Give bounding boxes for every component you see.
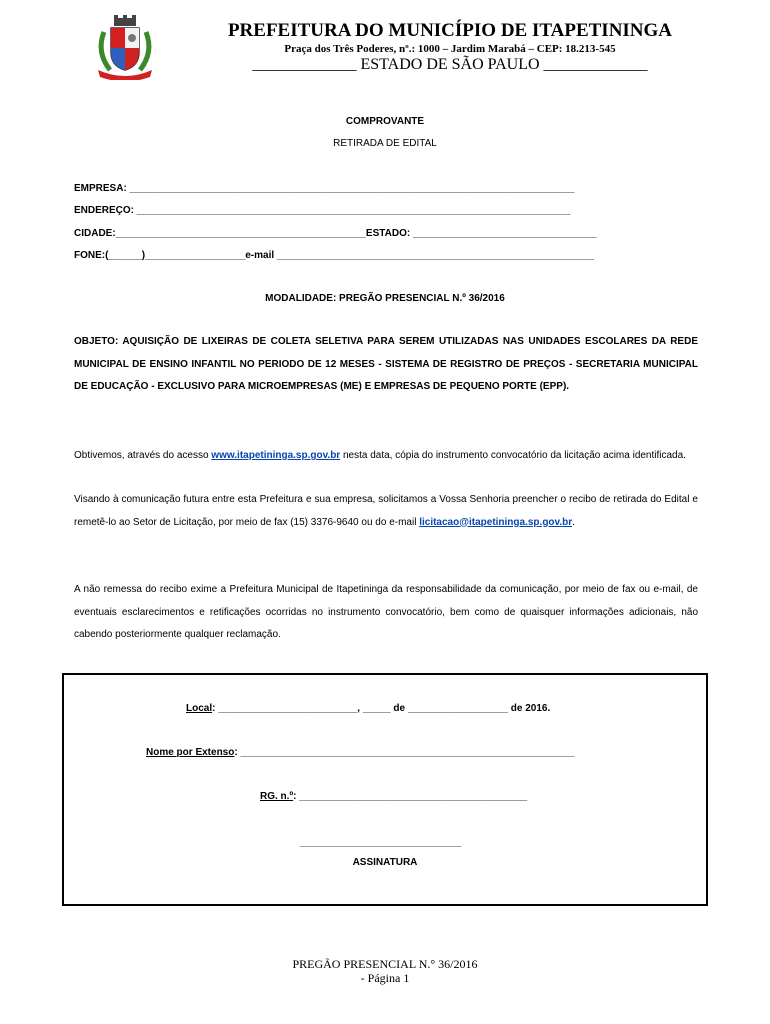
header-title: PREFEITURA DO MUNICÍPIO DE ITAPETININGA [227, 20, 673, 41]
footer-pregao: PREGÃO PRESENCIAL N.° 36/2016 [292, 957, 478, 971]
nome-rest: : ____________________________________________________________ [234, 747, 575, 758]
nome-label: Nome por Extenso [146, 747, 235, 758]
paragraph-obtivemos [74, 445, 698, 468]
form-cidade: CIDADE:_____________________________________________ESTADO: _________________________________ [74, 228, 597, 239]
local-line [186, 703, 550, 714]
footer-page: - Página 1 [360, 971, 410, 985]
local-label: Local [186, 703, 213, 714]
para1-pre: Obtivemos, através do acesso [74, 450, 212, 461]
signature-line: _____________________________ [300, 837, 462, 848]
modalidade: MODALIDADE: PREGÃO PRESENCIAL N.º 36/2016 [265, 293, 505, 304]
assinatura-label: ASSINATURA [352, 857, 418, 868]
coat-of-arms-icon [92, 14, 158, 80]
form-empresa: EMPRESA: ________________________________________________________________________________ [74, 183, 575, 194]
website-link[interactable]: www.itapetininga.sp.gov.br [211, 450, 341, 461]
doc-title-retirada: RETIRADA DE EDITAL [333, 138, 437, 149]
objeto-paragraph: OBJETO: AQUISIÇÃO DE LIXEIRAS DE COLETA SELETIVA PARA SEREM UTILIZADAS NAS UNIDADES ESCOLARES DA REDE MUNICIPAL DE ENSINO INFANTIL NO PERIODO DE 12 MESES - SISTEMA DE REGISTRO DE PREÇOS - SECRETARIA MUNICIPAL DE EDUCAÇÃO - EXCLUSIVO PARA MICROEMPRESAS (ME) E EMPRESAS DE PEQUENO PORTE (EPP). [74, 336, 698, 392]
form-fone: FONE:(______)__________________e-mail _________________________________________________________ [74, 250, 594, 261]
para2-pre: Visando à comunicação futura entre esta Prefeitura e sua empresa, solicitamos a Vossa Senhoria preencher o recibo de retirada do Edital e remetê-lo ao Setor de Licitação, por meio de fax (15) 3376-9640 ou do e-mail [74, 494, 698, 528]
receipt-box [62, 673, 708, 906]
rg-line [260, 791, 527, 802]
header-state: _____________ ESTADO DE SÃO PAULO _____________ [252, 56, 648, 73]
header-address: Praça dos Três Poderes, nº.: 1000 – Jardim Marabá – CEP: 18.213-545 [284, 43, 616, 55]
paragraph-nao-remessa: A não remessa do recibo exime a Prefeitura Municipal de Itapetininga da responsabilidade da comunicação, por meio de fax ou e-mail, de eventuais esclarecimentos e retificações ocorridas no instrumento convocatório, bem como de quaisquer informações adicionais, não cabendo posteriormente qualquer reclamação. [74, 584, 698, 640]
rg-label: RG. n.º [260, 791, 294, 802]
rg-rest: : _________________________________________ [293, 791, 528, 802]
email-link[interactable]: licitacao@itapetininga.sp.gov.br [419, 516, 573, 528]
local-rest: : _________________________, _____ de __________________ de 2016. [212, 703, 551, 714]
form-endereco: ENDEREÇO: ______________________________________________________________________________ [74, 205, 571, 216]
paragraph-visando [74, 489, 698, 534]
para1-post: nesta data, cópia do instrumento convocatório da licitação acima identificada. [340, 450, 686, 461]
nome-line [146, 747, 574, 758]
para2-post: . [572, 516, 575, 528]
doc-title-comprovante: COMPROVANTE [345, 116, 425, 127]
